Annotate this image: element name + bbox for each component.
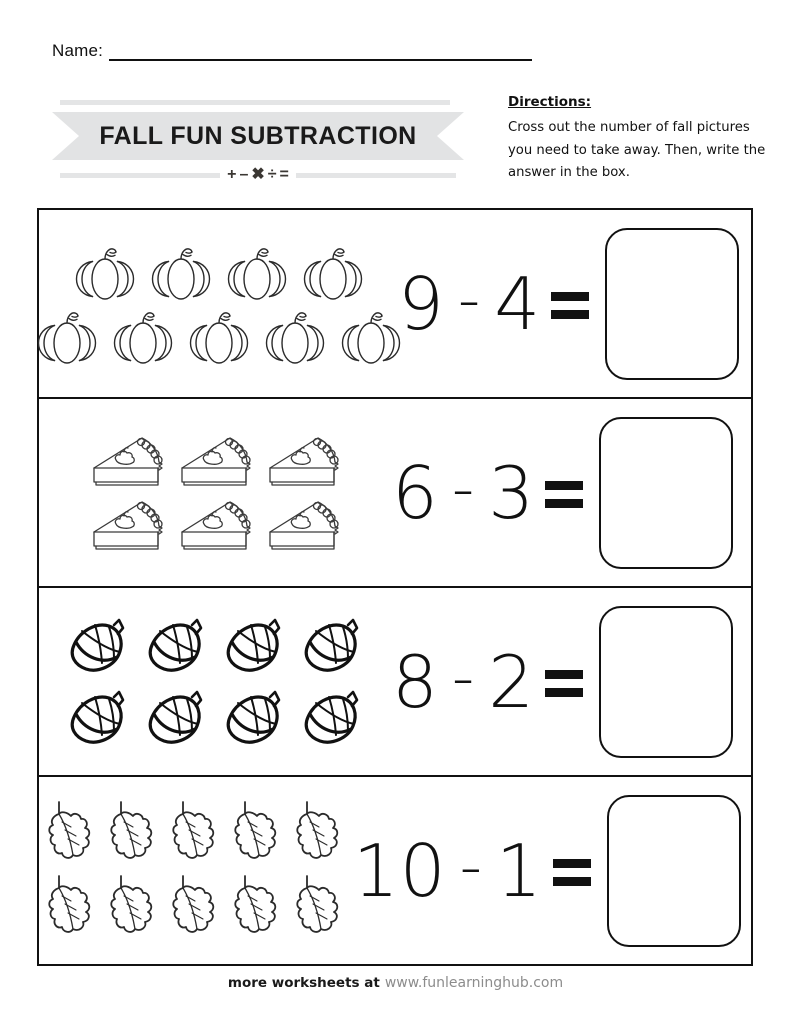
minuend: 8	[392, 639, 439, 724]
pumpkin-icon	[145, 241, 217, 303]
pumpkin-icon	[297, 241, 369, 303]
problems-table	[37, 208, 753, 966]
math-symbols-group	[227, 167, 289, 183]
equation	[353, 828, 591, 913]
banner-rule-left	[60, 173, 220, 178]
subtrahend: 2	[488, 639, 535, 724]
banner-bottom-rule	[60, 168, 456, 182]
answer-box[interactable]	[607, 795, 741, 947]
oak-leaf-icon	[167, 872, 225, 944]
minuend: 6	[392, 450, 439, 535]
divide-icon: ÷	[267, 166, 277, 183]
directions-block	[508, 94, 776, 185]
equals-sign	[553, 859, 591, 886]
minus-operator: -	[457, 262, 482, 336]
picture-group-leaf	[39, 777, 349, 964]
oak-leaf-icon	[229, 798, 287, 870]
pumpkin-icon	[31, 305, 103, 367]
plus-icon: +	[227, 166, 237, 183]
picture-line	[69, 241, 369, 303]
problem-row	[39, 588, 751, 777]
footer	[0, 975, 791, 991]
directions-heading: Directions:	[508, 94, 592, 110]
oak-leaf-icon	[105, 872, 163, 944]
subtrahend: 1	[496, 828, 543, 913]
equation-area	[394, 261, 589, 346]
picture-line	[43, 872, 349, 944]
equals-sign	[545, 670, 583, 697]
pie-slice-icon	[262, 430, 346, 492]
answer-box[interactable]	[599, 606, 733, 758]
title-banner	[52, 100, 464, 186]
minus-icon: –	[239, 166, 249, 183]
equation-area	[349, 828, 591, 913]
minuend: 10	[353, 828, 447, 913]
subtrahend: 4	[494, 261, 541, 346]
picture-group-pie	[39, 399, 388, 586]
picture-line	[62, 683, 370, 753]
oak-leaf-icon	[105, 798, 163, 870]
equation	[398, 261, 589, 346]
minuend: 9	[398, 261, 445, 346]
acorn-icon	[296, 611, 370, 681]
banner-rule-right	[296, 173, 456, 178]
picture-group-pumpkin	[39, 210, 394, 397]
pumpkin-icon	[107, 305, 179, 367]
answer-box[interactable]	[599, 417, 733, 569]
minus-operator: -	[459, 829, 483, 903]
pumpkin-icon	[335, 305, 407, 367]
equation-area	[388, 450, 583, 535]
picture-line	[43, 798, 349, 870]
multiply-icon: ✖	[251, 166, 265, 183]
directions-text: Cross out the number of fall pictures you need to take away. Then, write the answer in the box.	[508, 120, 766, 181]
acorn-icon	[218, 683, 292, 753]
oak-leaf-icon	[43, 872, 101, 944]
problem-row	[39, 777, 751, 964]
page-title: FALL FUN SUBTRACTION	[99, 121, 417, 150]
footer-url[interactable]: www.funlearninghub.com	[384, 975, 564, 991]
pumpkin-icon	[259, 305, 331, 367]
pumpkin-icon	[183, 305, 255, 367]
banner-top-rule	[60, 100, 450, 105]
acorn-icon	[296, 683, 370, 753]
answer-box[interactable]	[605, 228, 739, 380]
pie-slice-icon	[86, 494, 170, 556]
subtrahend: 3	[488, 450, 535, 535]
picture-line	[86, 430, 346, 492]
equation-area	[388, 639, 583, 724]
oak-leaf-icon	[291, 872, 349, 944]
oak-leaf-icon	[43, 798, 101, 870]
acorn-icon	[218, 611, 292, 681]
acorn-icon	[62, 683, 136, 753]
oak-leaf-icon	[167, 798, 225, 870]
minus-operator: -	[451, 640, 476, 714]
equals-sign	[551, 292, 589, 319]
pumpkin-icon	[69, 241, 141, 303]
minus-operator: -	[451, 451, 476, 525]
equals-icon: =	[279, 166, 289, 183]
picture-line	[31, 305, 407, 367]
equation	[392, 639, 583, 724]
picture-line	[86, 494, 346, 556]
pumpkin-icon	[221, 241, 293, 303]
footer-prefix: more worksheets at	[227, 975, 380, 991]
acorn-icon	[140, 611, 214, 681]
pie-slice-icon	[174, 494, 258, 556]
pie-slice-icon	[86, 430, 170, 492]
oak-leaf-icon	[229, 872, 287, 944]
problem-row	[39, 210, 751, 399]
acorn-icon	[140, 683, 214, 753]
acorn-icon	[62, 611, 136, 681]
name-field-row	[52, 42, 532, 61]
picture-line	[62, 611, 370, 681]
picture-group-acorn	[39, 588, 388, 775]
pie-slice-icon	[262, 494, 346, 556]
name-write-line[interactable]	[109, 58, 532, 61]
pie-slice-icon	[174, 430, 258, 492]
name-label: Name:	[52, 41, 104, 60]
equals-sign	[545, 481, 583, 508]
equation	[392, 450, 583, 535]
problem-row	[39, 399, 751, 588]
oak-leaf-icon	[291, 798, 349, 870]
